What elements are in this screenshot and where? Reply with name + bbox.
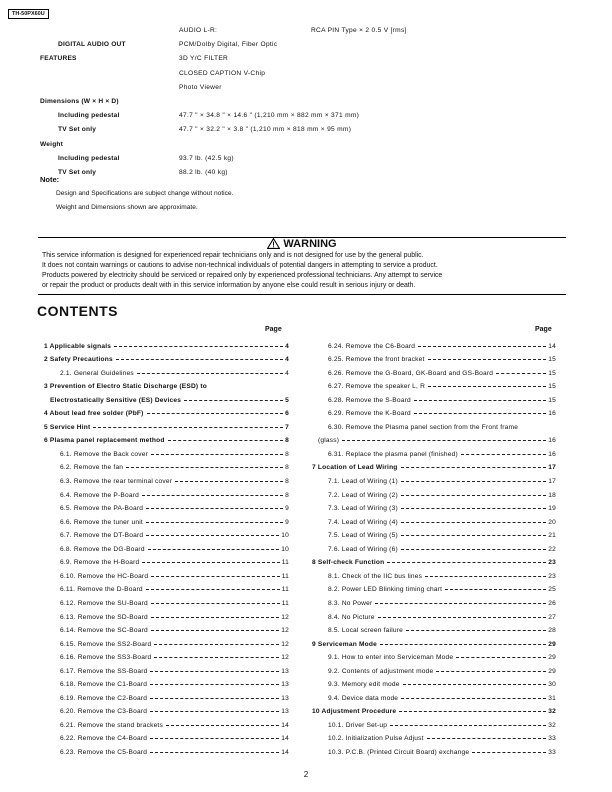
page-column-header: Page [265, 326, 282, 333]
toc-entry[interactable] [328, 666, 556, 677]
toc-leader [146, 508, 283, 509]
toc-leader [401, 481, 546, 482]
toc-entry[interactable] [60, 652, 289, 663]
toc-entry[interactable] [328, 341, 556, 352]
toc-entry-page: 15 [548, 383, 556, 391]
toc-entry-page: 16 [548, 450, 556, 458]
toc-entry-page: 16 [548, 437, 556, 445]
toc-entry-page: 29 [548, 640, 556, 648]
toc-entry[interactable] [328, 476, 556, 487]
toc-entry-title: 7 Location of Lead Wiring [312, 464, 398, 472]
toc-entry[interactable] [44, 422, 289, 433]
toc-entry-title: 10.1. Driver Set-up [328, 721, 388, 729]
toc-entry-title: 6.9. Remove the H-Board [60, 559, 140, 567]
toc-entry[interactable] [60, 368, 289, 379]
note-title: Note: [40, 175, 60, 184]
toc-entry-title: 10.2. Initialization Pulse Adjust [328, 735, 424, 743]
toc-entry-title: 6.17. Remove the SS-Board [60, 667, 148, 675]
toc-leader [166, 725, 279, 726]
toc-entry-title: 6.20. Remove the C3-Board [60, 708, 148, 716]
toc-entry-title: 6.12. Remove the SU-Board [60, 599, 148, 607]
toc-entry-page: 27 [548, 613, 556, 621]
toc-entry-page: 16 [548, 410, 556, 418]
toc-entry-page: 13 [281, 694, 289, 702]
toc-leader [403, 684, 547, 685]
toc-entry-title: 1 Applicable signals [44, 342, 112, 350]
toc-entry[interactable] [328, 612, 556, 623]
toc-leader [401, 522, 546, 523]
toc-entry-title: 9.2. Contents of adjustment mode [328, 667, 434, 675]
spec-value: 47.7 " × 32.2 " × 3.8 " (1,210 mm × 818 mm × 95 mm) [179, 126, 352, 134]
toc-entry[interactable] [328, 395, 556, 406]
toc-leader [150, 671, 279, 672]
toc-leader [142, 495, 283, 496]
toc-leader [387, 562, 546, 563]
spec-value: Photo Viewer [179, 83, 222, 91]
toc-leader [401, 698, 546, 699]
toc-entry-title: 6.6. Remove the tuner unit [60, 518, 143, 526]
toc-entry[interactable] [328, 571, 556, 582]
toc-entry-page: 5 [285, 396, 289, 404]
toc-entry-page: 14 [281, 749, 289, 756]
toc-leader [406, 630, 546, 631]
toc-entry-title: 6.26. Remove the G-Board, GK-Board and GS-Board [328, 369, 494, 377]
toc-entry-title: 8.2. Power LED Blinking timing chart [328, 586, 443, 594]
toc-entry-title: 6.10. Remove the HC-Board [60, 572, 149, 580]
toc-leader [93, 427, 283, 428]
warning-title: WARNING [283, 238, 337, 250]
toc-entry-title: 7.2. Lead of Wiring (2) [328, 491, 398, 499]
toc-entry[interactable] [60, 490, 289, 501]
toc-leader [151, 617, 279, 618]
toc-entry[interactable] [60, 557, 289, 568]
toc-entry[interactable] [60, 517, 289, 528]
toc-entry-title: 6.4. Remove the P-Board [60, 491, 140, 499]
toc-leader [342, 440, 546, 441]
toc-entry-page: 31 [548, 694, 556, 702]
toc-entry[interactable] [328, 733, 556, 744]
toc-leader [401, 495, 546, 496]
toc-entry-title: 6.11. Remove the D-Board [60, 586, 143, 594]
toc-leader [151, 603, 280, 604]
spec-value: 3D Y/C FILTER [179, 55, 229, 63]
toc-leader [375, 603, 546, 604]
toc-entry-page: 8 [285, 464, 289, 472]
toc-entry[interactable] [328, 368, 556, 379]
toc-entry[interactable] [44, 435, 289, 446]
spec-label: Dimensions (W × H × D) [40, 98, 119, 105]
spec-value: 47.7 " × 34.8 " × 14.6 " (1,210 mm × 882 mm × 371 mm) [179, 112, 360, 120]
toc-entry[interactable] [328, 679, 556, 690]
toc-leader [418, 346, 546, 347]
toc-entry-page: 23 [548, 572, 556, 580]
toc-entry-page: 17 [548, 478, 556, 485]
warning-line: or repair the product or products dealt with in this service information by anyone else could result in serious injury or death. [42, 282, 416, 289]
toc-entry[interactable] [60, 462, 289, 473]
toc-entry[interactable] [60, 530, 289, 541]
toc-entry[interactable] [60, 571, 289, 582]
toc-entry-page: 9 [285, 505, 289, 513]
toc-leader [114, 346, 283, 347]
spec-label: Weight [40, 140, 64, 148]
toc-entry-title: 8.3. No Power [328, 599, 373, 607]
toc-entry-page: 8 [285, 478, 289, 485]
toc-entry-page: 12 [281, 640, 289, 648]
toc-entry[interactable] [328, 693, 556, 704]
toc-entry[interactable] [50, 395, 289, 406]
warning-box [38, 237, 566, 295]
toc-entry[interactable] [328, 652, 556, 663]
toc-entry-page: 13 [281, 681, 289, 689]
toc-entry-page: 10 [281, 545, 289, 553]
toc-entry[interactable] [328, 598, 556, 609]
spec-value: AUDIO L-R: [179, 27, 218, 34]
toc-entry[interactable] [328, 381, 556, 392]
toc-entry-page: 25 [548, 586, 556, 594]
toc-entry-page: 28 [548, 627, 556, 635]
note-line: Design and Specifications are subject change without notice. [56, 190, 234, 197]
toc-leader [428, 359, 547, 360]
toc-entry-title: 8 Self-check Function [312, 559, 385, 567]
toc-entry[interactable] [44, 381, 289, 392]
toc-entry-page: 11 [281, 559, 289, 567]
toc-entry-page: 6 [285, 410, 289, 418]
toc-leader [401, 467, 547, 468]
toc-leader [168, 440, 284, 441]
page-number: 2 [303, 770, 309, 779]
toc-entry[interactable] [60, 693, 289, 704]
warning-line: Products powered by electricity should be serviced or repaired only by experienced professional technicians. Any attempt to service [42, 272, 443, 279]
toc-leader [496, 373, 546, 374]
toc-entry[interactable] [328, 354, 556, 365]
toc-entry[interactable] [44, 408, 289, 419]
toc-entry[interactable] [312, 557, 556, 568]
toc-entry-title: 6.25. Remove the front bracket [328, 356, 425, 364]
toc-entry-title: 9.4. Device data mode [328, 694, 399, 702]
toc-leader [461, 454, 546, 455]
toc-leader [150, 752, 279, 753]
toc-leader [154, 644, 279, 645]
toc-leader [414, 400, 546, 401]
toc-entry-page: 19 [548, 505, 556, 513]
toc-entry-page: 30 [548, 681, 556, 689]
spec-label: DIGITAL AUDIO OUT [58, 41, 126, 49]
toc-leader [390, 725, 546, 726]
toc-leader [148, 549, 280, 550]
toc-leader [436, 671, 546, 672]
toc-entry-title: 9 Serviceman Mode [312, 640, 377, 648]
toc-entry[interactable] [60, 584, 289, 595]
toc-entry-page: 7 [285, 423, 289, 431]
toc-entry-title: 6.22. Remove the C4-Board [60, 735, 148, 743]
spec-label: TV Set only [58, 126, 97, 134]
toc-entry-page: 23 [548, 559, 556, 567]
toc-entry-title: 9.1. How to enter into Serviceman Mode [328, 654, 454, 662]
contents-title: CONTENTS [37, 303, 118, 319]
toc-entry-title: 6.3. Remove the rear terminal cover [60, 478, 173, 485]
toc-leader [401, 549, 546, 550]
toc-leader [126, 467, 283, 468]
toc-entry-page: 29 [548, 667, 556, 675]
toc-entry[interactable] [60, 720, 289, 731]
toc-leader [146, 589, 280, 590]
toc-leader [116, 359, 283, 360]
toc-entry-title: 6.30. Remove the Plasma panel section from the Front frame [328, 423, 519, 431]
toc-entry-page: 32 [548, 721, 556, 729]
toc-entry-title: 6.23. Remove the C5-Board [60, 749, 148, 756]
toc-entry-page: 20 [548, 518, 556, 526]
toc-leader [399, 711, 546, 712]
toc-entry[interactable] [328, 517, 556, 528]
toc-entry[interactable] [328, 530, 556, 541]
warning-heading [38, 238, 566, 250]
toc-entry-title: 6.28. Remove the S-Board [328, 396, 411, 404]
toc-leader [151, 454, 283, 455]
warning-triangle-icon [267, 238, 280, 249]
toc-entry-title: 8.4. No Picture [328, 613, 375, 621]
toc-entry[interactable] [312, 639, 556, 650]
toc-entry[interactable] [60, 544, 289, 555]
toc-leader [150, 738, 279, 739]
toc-entry[interactable] [60, 666, 289, 677]
note-line: Weight and Dimensions shown are approximate. [56, 204, 198, 211]
toc-entry-title: 7.1. Lead of Wiring (1) [328, 478, 398, 485]
toc-entry-title: 3 Prevention of Electro Static Discharge (ESD) to [44, 383, 207, 391]
toc-entry-page: 33 [548, 749, 556, 756]
toc-entry[interactable] [60, 747, 289, 758]
toc-entry-page: 12 [281, 654, 289, 662]
toc-entry-title: 9.3. Memory edit mode [328, 681, 400, 689]
toc-leader [428, 386, 546, 387]
toc-entry-title: 6.21. Remove the stand brackets [60, 721, 163, 729]
toc-entry[interactable] [60, 476, 289, 487]
toc-leader [154, 657, 279, 658]
toc-entry-page: 26 [548, 599, 556, 607]
toc-entry-title: 7.3. Lead of Wiring (3) [328, 505, 398, 513]
toc-entry-title: 6.5. Remove the PA-Board [60, 505, 144, 513]
toc-entry-page: 11 [281, 586, 289, 594]
toc-leader [147, 413, 284, 414]
toc-entry-title: Electrostatically Sensitive (ES) Devices [50, 396, 182, 404]
toc-entry-page: 4 [285, 356, 289, 364]
toc-entry-page: 15 [548, 396, 556, 404]
toc-entry[interactable] [44, 341, 289, 352]
toc-entry-page: 8 [285, 437, 289, 445]
toc-leader [146, 522, 283, 523]
toc-leader [137, 373, 283, 374]
toc-entry-page: 12 [281, 627, 289, 635]
toc-entry-page: 18 [548, 491, 556, 499]
toc-entry-page: 8 [285, 450, 289, 458]
toc-entry-title: 2 Safety Precautions [44, 356, 113, 364]
toc-entry[interactable] [60, 679, 289, 690]
toc-entry-title: 7.4. Lead of Wiring (4) [328, 518, 398, 526]
toc-entry[interactable] [328, 720, 556, 731]
toc-entry-page: 8 [285, 491, 289, 499]
toc-entry-page: 13 [281, 708, 289, 716]
toc-entry-page: 14 [281, 721, 289, 729]
toc-entry-title: 6.31. Replace the plasma panel (finished) [328, 450, 458, 458]
spec-value: RCA PIN Type × 2 0.5 V [rms] [311, 27, 407, 34]
toc-entry-page: 17 [548, 464, 556, 472]
spec-value: 93.7 lb. (42.5 kg) [179, 154, 234, 162]
toc-leader [414, 413, 546, 414]
toc-entry[interactable] [328, 408, 556, 419]
toc-entry-page: 4 [285, 369, 289, 377]
spec-label: FEATURES [40, 55, 77, 63]
toc-entry-title: 6.29. Remove the K-Board [328, 410, 411, 418]
toc-entry[interactable] [328, 544, 556, 555]
toc-leader [146, 535, 279, 536]
toc-entry[interactable] [328, 490, 556, 501]
toc-leader [184, 400, 283, 401]
toc-entry-page: 15 [548, 369, 556, 377]
spec-value: CLOSED CAPTION V-Chip [179, 69, 266, 77]
toc-entry-page: 22 [548, 545, 556, 553]
toc-entry-title: 4 About lead free solder (PbF) [44, 410, 144, 418]
toc-entry-page: 14 [281, 735, 289, 743]
toc-entry[interactable] [328, 625, 556, 636]
toc-entry-title: 10.3. P.C.B. (Printed Circuit Board) exchange [328, 749, 470, 756]
toc-entry-title: 10 Adjustment Procedure [312, 708, 397, 716]
toc-entry-page: 4 [285, 342, 289, 350]
toc-entry-title: 5 Service Hint [44, 423, 91, 431]
toc-entry-title: 6.15. Remove the SS2-Board [60, 640, 152, 648]
toc-entry[interactable] [60, 733, 289, 744]
toc-entry-title: 6.16. Remove the SS3-Board [60, 654, 152, 662]
warning-line: This service information is designed for experienced repair technicians only and is not designed for use by the general public. [42, 252, 424, 259]
toc-entry-page: 33 [548, 735, 556, 743]
spec-label: Including pedestal [58, 112, 120, 120]
toc-entry-page: 13 [281, 667, 289, 675]
toc-leader [150, 698, 279, 699]
toc-entry[interactable] [328, 503, 556, 514]
toc-entry[interactable] [60, 625, 289, 636]
toc-entry[interactable] [328, 422, 556, 433]
toc-entry-title: 7.5. Lead of Wiring (5) [328, 532, 398, 540]
toc-entry-title: 6.2. Remove the fan [60, 464, 124, 472]
toc-entry-title: (glass) [318, 437, 340, 445]
toc-leader [427, 738, 547, 739]
toc-entry[interactable] [312, 462, 556, 473]
toc-entry-title: 6.14. Remove the SC-Board [60, 627, 148, 635]
toc-entry-page: 21 [548, 532, 556, 540]
toc-entry-title: 7.6. Lead of Wiring (6) [328, 545, 398, 553]
toc-entry[interactable] [60, 598, 289, 609]
toc-entry-page: 11 [281, 599, 289, 607]
toc-leader [150, 684, 279, 685]
toc-entry-page: 9 [285, 518, 289, 526]
toc-leader [142, 562, 279, 563]
toc-entry[interactable] [60, 706, 289, 717]
toc-leader [425, 576, 546, 577]
toc-leader [150, 711, 279, 712]
toc-entry-page: 11 [281, 572, 289, 580]
toc-leader [456, 657, 546, 658]
spec-value: 88.2 lb. (40 kg) [179, 169, 228, 176]
toc-entry-title: 2.1. General Guidelines [60, 369, 134, 377]
toc-entry[interactable] [328, 584, 556, 595]
toc-entry-title: 6.8. Remove the DG-Board [60, 545, 145, 553]
toc-entry-page: 14 [548, 342, 556, 350]
toc-leader [151, 576, 280, 577]
toc-entry-title: 6.24. Remove the C6-Board [328, 342, 416, 350]
toc-entry-title: 6.13. Remove the SD-Board [60, 613, 148, 621]
toc-entry-title: 6.27. Remove the speaker L, R [328, 383, 426, 391]
warning-line: It does not contain warnings or cautions to advise non-technical individuals of potential dangers in attempting to service a product. [42, 262, 438, 269]
toc-entry-title: 8.5. Local screen failure [328, 627, 404, 635]
toc-entry-title: 6.18. Remove the C1-Board [60, 681, 148, 689]
page-column-header: Page [535, 326, 552, 333]
toc-entry-title: 6.7. Remove the DT-Board [60, 532, 144, 540]
toc-entry[interactable] [60, 612, 289, 623]
toc-entry[interactable] [60, 449, 289, 460]
toc-entry-title: 6 Plasma panel replacement method [44, 437, 165, 445]
toc-entry-page: 29 [548, 654, 556, 662]
toc-leader [151, 630, 279, 631]
toc-leader [472, 752, 546, 753]
toc-entry-page: 15 [548, 356, 556, 364]
toc-entry[interactable] [328, 449, 556, 460]
spec-label: Including pedestal [58, 154, 120, 162]
toc-entry[interactable] [60, 639, 289, 650]
model-number: TH-50PX60U [8, 9, 49, 19]
spec-label: TV Set only [58, 169, 97, 176]
spec-value: PCM/Dolby Digital, Fiber Optic [179, 41, 278, 49]
toc-leader [380, 644, 546, 645]
toc-entry[interactable] [312, 706, 556, 717]
toc-entry-title: 8.1. Check of the IIC bus lines [328, 572, 423, 580]
toc-leader [175, 481, 283, 482]
toc-entry-page: 32 [548, 708, 556, 716]
toc-entry-title: 6.1. Remove the Back cover [60, 450, 149, 458]
toc-leader [401, 508, 546, 509]
toc-entry-title: 6.19. Remove the C2-Board [60, 694, 148, 702]
toc-entry-page: 10 [281, 532, 289, 540]
toc-entry-page: 12 [281, 613, 289, 621]
toc-entry[interactable] [60, 503, 289, 514]
toc-leader [378, 617, 547, 618]
toc-leader [401, 535, 546, 536]
toc-entry[interactable] [318, 435, 556, 446]
toc-leader [445, 589, 546, 590]
toc-entry[interactable] [44, 354, 289, 365]
toc-entry[interactable] [328, 747, 556, 758]
